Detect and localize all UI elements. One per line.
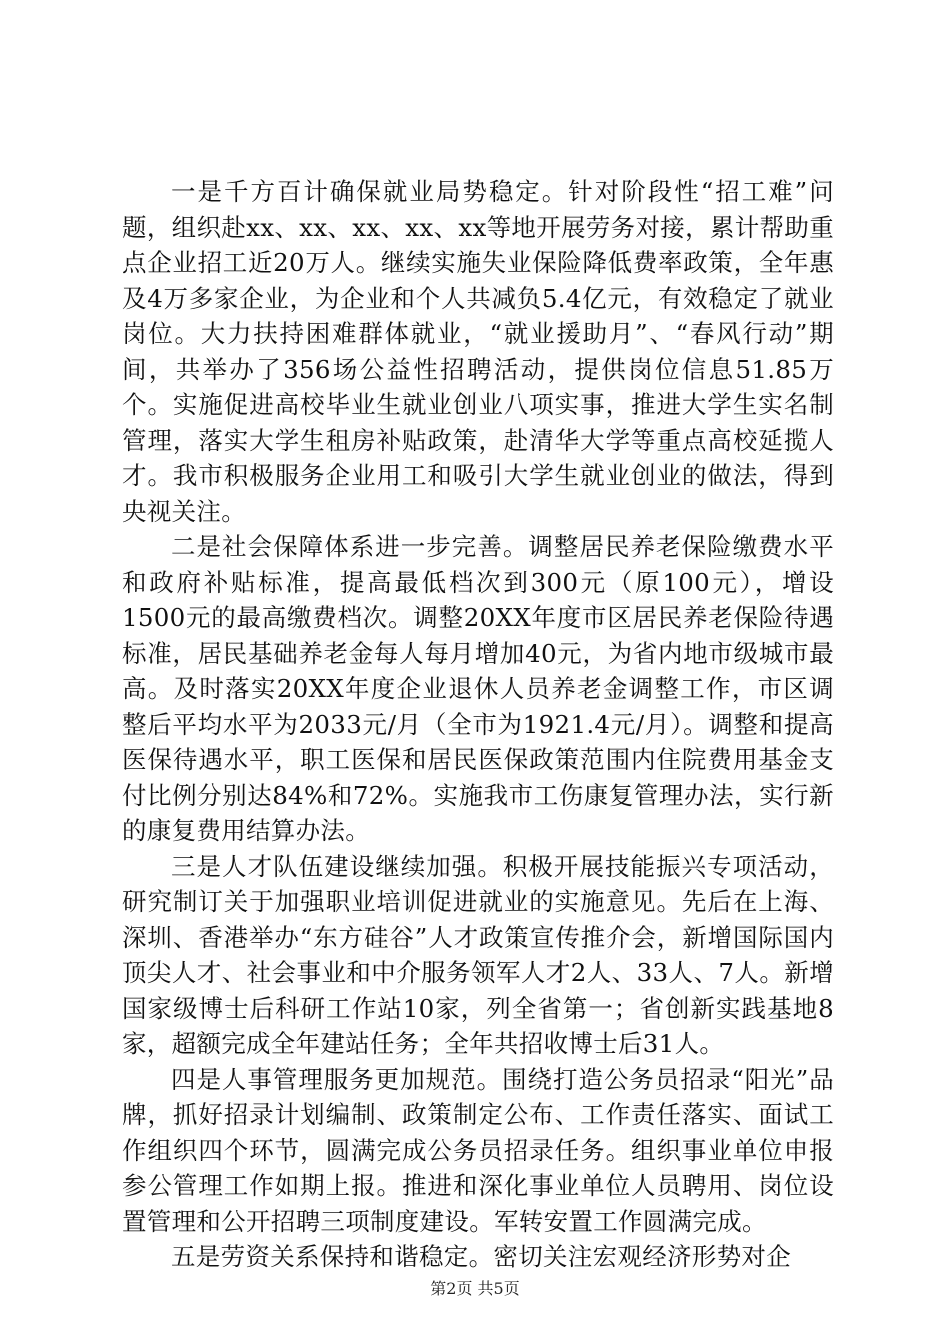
document-body bbox=[122, 174, 834, 1275]
paragraph-social-security: 二是社会保障体系进一步完善。调整居民养老保险缴费水平和政府补贴标准，提高最低档次到300元（原100元），增设1500元的最高缴费档次。调整20XX年度市区居民养老保险待遇标准，居民基础养老金每人每月增加40元，为省内地市级城市最高。及时落实20XX年度企业退休人员养老金调整工作，市区调整后平均水平为2033元/月（全市为1921.4元/月）。调整和提高医保待遇水平，职工医保和居民医保政策范围内住院费用基金支付比例分别达84%和72%。实施我市工伤康复管理办法，实行新的康复费用结算办法。 bbox=[122, 532, 834, 845]
paragraph-employment: 一是千方百计确保就业局势稳定。针对阶段性“招工难”问题，组织赴xx、xx、xx、xx、xx等地开展劳务对接，累计帮助重点企业招工近20万人。继续实施失业保险降低费率政策，全年惠及4万多家企业，为企业和个人共减负5.4亿元，有效稳定了就业岗位。大力扶持困难群体就业，“就业援助月”、“春风行动”期间，共举办了356场公益性招聘活动，提供岗位信息51.85万个。实施促进高校毕业生就业创业八项实事，推进大学生实名制管理，落实大学生租房补贴政策，赴清华大学等重点高校延揽人才。我市积极服务企业用工和吸引大学生就业创业的做法，得到央视关注。 bbox=[122, 177, 834, 526]
paragraph-labor-relations: 五是劳资关系保持和谐稳定。密切关注宏观经济形势对企 bbox=[171, 1242, 791, 1271]
paragraph-personnel-management: 四是人事管理服务更加规范。围绕打造公务员招录“阳光”品牌，抓好招录计划编制、政策制定公布、工作责任落实、面试工作组织四个环节，圆满完成公务员招录任务。组织事业单位申报参公管理工作如期上报。推进和深化事业单位人员聘用、岗位设置管理和公开招聘三项制度建设。军转安置工作圆满完成。 bbox=[122, 1064, 834, 1236]
page-number-footer: 第2页 共5页 bbox=[430, 1279, 520, 1298]
paragraph-talent: 三是人才队伍建设继续加强。积极开展技能振兴专项活动，研究制订关于加强职业培训促进就业的实施意见。先后在上海、深圳、香港举办“东方硅谷”人才政策宣传推介会，新增国际国内顶尖人才、社会事业和中介服务领军人才2人、33人、7人。新增国家级博士后科研工作站10家，列全省第一；省创新实践基地8家，超额完成全年建站任务；全年共招收博士后31人。 bbox=[122, 851, 834, 1058]
